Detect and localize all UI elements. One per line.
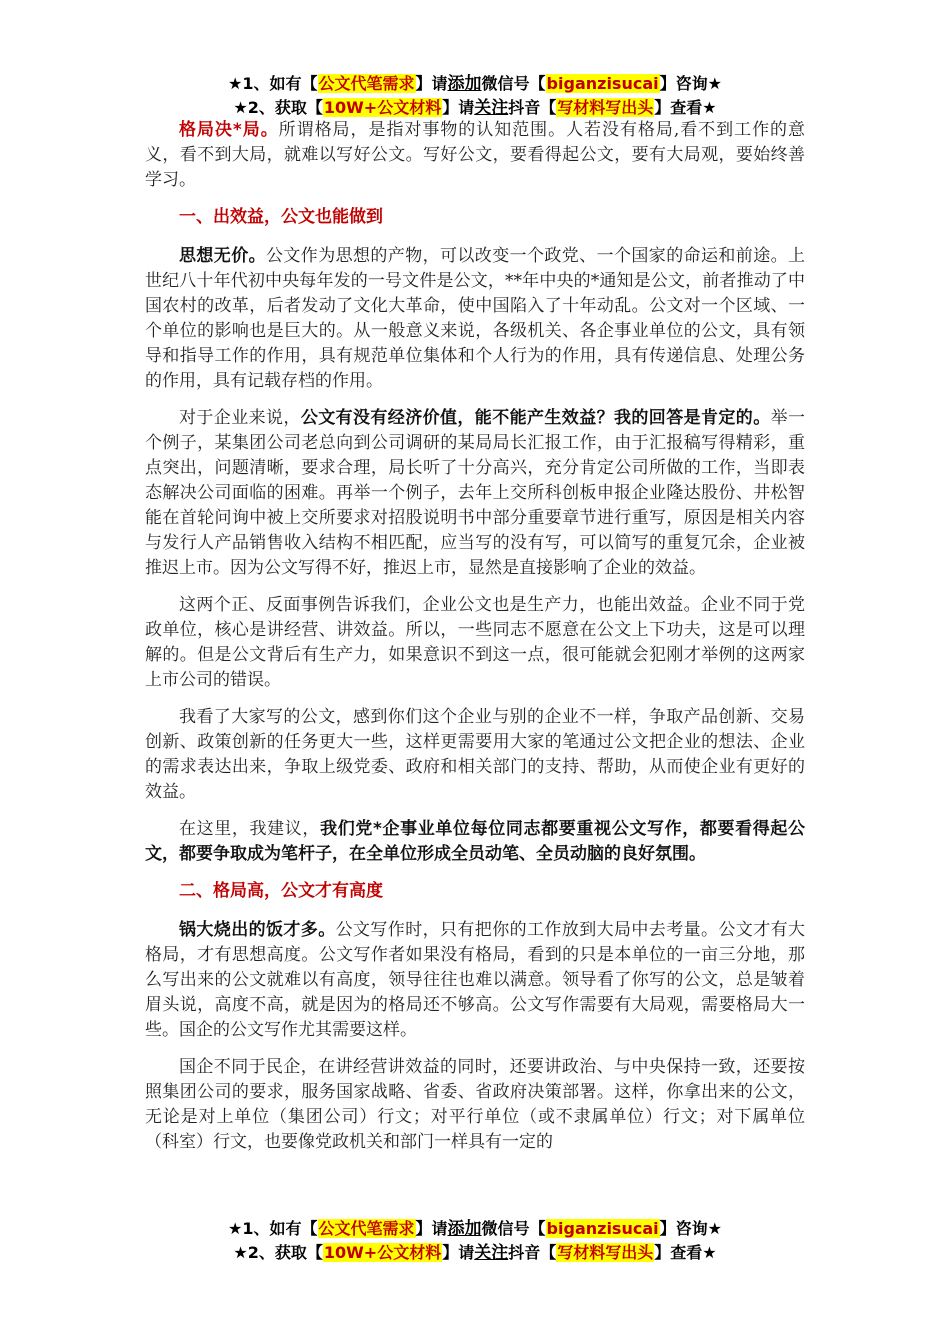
highlight-service: 公文代笔需求 bbox=[318, 74, 415, 93]
banner-line-1 bbox=[0, 73, 950, 97]
banner-text: ★2、获取【 bbox=[233, 1243, 323, 1262]
section-1-paragraph-1 bbox=[145, 244, 805, 394]
section-2-heading: 二、格局高，公文才有高度 bbox=[179, 881, 383, 901]
banner-line-1 bbox=[0, 1218, 950, 1242]
banner-line-2 bbox=[0, 1242, 950, 1266]
section-2-paragraph-1 bbox=[145, 918, 805, 1043]
paragraph-lead: 思想无价。 bbox=[179, 246, 266, 266]
banner-text: 】请 bbox=[442, 1243, 475, 1262]
paragraph-text: 公文作为思想的产物，可以改变一个政党、一个国家的命运和前途。上世纪八十年代初中央每年发的一号文件是公文，**年中央的*通知是公文，前者推动了中国农村的改革，后者发动了文化大革命，使中国陷入了十年动乱。公文对一个区域、一个单位的影响也是巨大的。从一般意义来说，各级机关、各企事业单位的公文，具有领导和指导工作的作用，具有规范单位集体和个人行为的作用，具有传递信息、处理公务的作用，具有记载存档的作用。 bbox=[145, 246, 805, 391]
paragraph-emphasis: 公文有没有经济价值，能不能产生效益？我的回答是肯定的。 bbox=[300, 408, 771, 428]
banner-underline: 关注 bbox=[474, 1243, 509, 1263]
paragraph-text: 在这里，我建议， bbox=[179, 819, 321, 839]
section-1-paragraph-2 bbox=[145, 406, 805, 581]
banner-text: 微信号【 bbox=[481, 1219, 546, 1238]
banner-text: 抖音【 bbox=[508, 1243, 557, 1262]
banner-text: 】请 bbox=[415, 1219, 448, 1238]
banner-text: ★2、获取【 bbox=[233, 98, 323, 117]
section-1-paragraph-3: 这两个正、反面事例告诉我们，企业公文也是生产力，也能出效益。企业不同于党政单位，核心是讲经营、讲效益。所以，一些同志不愿意在公文上下功夫，这是可以理解的。但是公文背后有生产力，如果意识不到这一点，很可能就会犯刚才举例的这两家上市公司的错误。 bbox=[145, 595, 805, 690]
highlight-wechat-id: biganzisucai bbox=[546, 74, 659, 93]
banner-text: 】查看★ bbox=[654, 98, 717, 117]
section-1-heading: 一、出效益，公文也能做到 bbox=[179, 207, 383, 227]
banner-text: 微信号【 bbox=[481, 74, 546, 93]
highlight-douyin-id: 写材料写出头 bbox=[557, 1243, 654, 1262]
banner-text: ★1、如有【 bbox=[228, 1219, 318, 1238]
paragraph-text: 对于企业来说， bbox=[179, 408, 301, 428]
banner-text: 】咨询★ bbox=[659, 1219, 722, 1238]
banner-text: 】请 bbox=[415, 74, 448, 93]
banner-text: 】请 bbox=[442, 98, 475, 117]
paragraph-text: 所谓格局，是指对事物的认知范围。人若没有格局,看不到工作的意义，看不到大局，就难以写好公文。写好公文，要看得起公文，要有大局观，要始终善学习。 bbox=[145, 120, 805, 190]
highlight-wechat-id: biganzisucai bbox=[546, 1219, 659, 1238]
section-1-paragraph-4: 我看了大家写的公文，感到你们这个企业与别的企业不一样，争取产品创新、交易创新、政策创新的任务更大一些，这样更需要用大家的笔通过公文把企业的想法、企业的需求表达出来，争取上级党委、政府和相关部门的支持、帮助，从而使企业有更好的效益。 bbox=[145, 707, 805, 802]
highlight-materials: 10W+公文材料 bbox=[323, 1243, 442, 1262]
highlight-service: 公文代笔需求 bbox=[318, 1219, 415, 1238]
banner-text: 】查看★ bbox=[654, 1243, 717, 1262]
highlight-douyin-id: 写材料写出头 bbox=[557, 98, 654, 117]
paragraph-text: 举一个例子，某集团公司老总向到公司调研的某局局长汇报工作，由于汇报稿写得精彩，重点突出，问题清晰，要求合理，局长听了十分高兴，充分肯定公司所做的工作，当即表态解决公司面临的困难。再举一个例子，去年上交所科创板申报企业隆达股份、井松智能在首轮问询中被上交所要求对招股说明书中部分重要章节进行重写，原因是相关内容与发行人产品销售收入结构不相匹配，应当写的没有写，可以简写的重复冗余，企业被推迟上市。因为公文写得不好，推迟上市，显然是直接影响了企业的效益。 bbox=[145, 408, 806, 578]
section-2-paragraph-2: 国企不同于民企，在讲经营讲效益的同时，还要讲政治、与中央保持一致，还要按照集团公司的要求，服务国家战略、省委、省政府决策部署。这样，你拿出来的公文，无论是对上单位（集团公司）行文；对平行单位（或不隶属单位）行文；对下属单位（科室）行文，也要像党政机关和部门一样具有一定的 bbox=[145, 1057, 805, 1152]
banner-underline: 添加 bbox=[447, 1219, 482, 1239]
banner-underline: 关注 bbox=[474, 98, 509, 118]
intro-lead: 格局决*局。 bbox=[179, 120, 279, 140]
intro-paragraph bbox=[145, 118, 805, 193]
paragraph-lead: 锅大烧出的饭才多。 bbox=[179, 920, 336, 940]
footer-banner bbox=[0, 1218, 950, 1266]
highlight-materials: 10W+公文材料 bbox=[323, 98, 442, 117]
paragraph-text: 公文写作时，只有把你的工作放到大局中去考量。公文才有大格局，才有思想高度。公文写作者如果没有格局，看到的只是本单位的一亩三分地，那么写出来的公文就难以有高度，领导往往也难以满意。领导看了你写的公文，总是皱着眉头说，高度不高，就是因为的格局还不够高。公文写作需要有大局观，需要格局大一些。国企的公文写作尤其需要这样。 bbox=[145, 920, 806, 1040]
banner-text: 抖音【 bbox=[508, 98, 557, 117]
section-1-paragraph-5 bbox=[145, 817, 805, 867]
banner-text: ★1、如有【 bbox=[228, 74, 318, 93]
header-banner bbox=[0, 73, 950, 121]
banner-underline: 添加 bbox=[447, 74, 482, 94]
paragraph-emphasis: 我们党*企事业单位每位同志都要重视公文写作，都要看得起公文，都要争取成为笔杆子，在全单位形成全员动笔、全员动脑的良好氛围。 bbox=[145, 819, 806, 864]
banner-text: 】咨询★ bbox=[659, 74, 722, 93]
document-body bbox=[145, 118, 805, 1167]
